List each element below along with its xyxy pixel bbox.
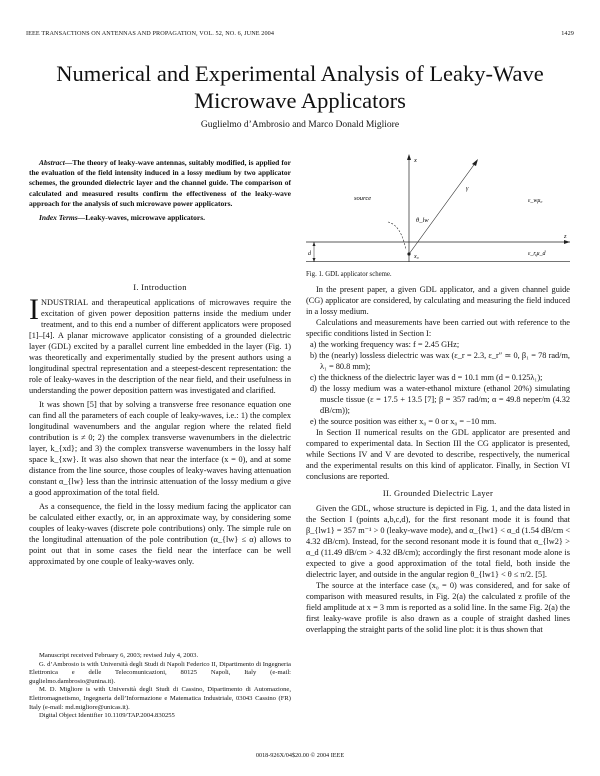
condition-item: a) the working frequency was: f = 2.45 GHz;: [310, 340, 460, 349]
eps-w-label: ε_wμ₀: [528, 198, 543, 204]
right-column: [306, 284, 570, 635]
running-header: [26, 30, 574, 37]
gdl-scheme-diagram: [306, 150, 570, 262]
source-pointer: [388, 222, 406, 250]
section-heading-gdl: II. Grounded Dielectric Layer: [382, 488, 494, 498]
intro-paragraph-1: [29, 293, 291, 396]
condition-item: e) the source position was either x₀ = 0 or x₀ = −10 mm.: [310, 417, 497, 426]
journal-header: IEEE TRANSACTIONS ON ANTENNAS AND PROPAGATION, VOL. 52, NO. 6, JUNE 2004: [26, 30, 275, 37]
leaky-ray: [409, 162, 476, 254]
condition-item: d) the lossy medium was a water-ethanol mixture (ethanol 20%) simulating muscle tissue (ε = 17.5 + 13.5 [7]; β = 357 rad/m; α = 49.8 neper/m (4.32 dB/cm));: [310, 384, 570, 415]
index-terms: [29, 213, 291, 223]
intro-paragraph-3: As a consequence, the field in the lossy medium facing the applicator can be calculated either exactly, or, in an approximate way, by considering some couples of leaky-waves (discrete pole contributions) only. The simple rule on the longitudinal attenuation of the pole contribution (α_{lw} ≤ α) allows to point out that in some cases the field near the interface can be well approximated by one couple of leaky-waves only.: [29, 502, 291, 566]
index-terms-text: Leaky-waves, microwave applicators.: [85, 213, 206, 223]
theta-label: θ_lw: [416, 217, 429, 224]
footnote-author2: M. D. Migliore is with Università degli Studi di Cassino, Dipartimento di Automazione, Elettromagnetismo, Ingegneria dell’Informazione e Matematica Industriale, 03043 Cassino (FR) Italy (e-mail: md.migliore@unicas.it).: [29, 686, 291, 711]
right-paragraph-4: Given the GDL, whose structure is depicted in Fig. 1, and the data listed in the Section I (points a,b,c,d), for the first resonant mode it is found that β_{lw1} = 357 m⁻¹ > 0 (leaky-wave mode), and α_{lw1} < α_d (1.54 dB/cm < 4.32 dB/cm). Instead, for the second resonant mode it is found that α_{lw2} > α_d (11.49 dB/cm > 4.32 dB/cm); accordingly the first resonant mode alone is expected to give a good approximation of the total field, both inside the dielectric layer, and outside in the angular region θ_{lw1} < θ ≤ π/2. [5].: [306, 504, 570, 579]
line-source-dot: [407, 252, 410, 255]
author-line: Guglielmo d’Ambrosio and Marco Donald Migliore: [200, 120, 400, 130]
condition-item: b) the (nearly) lossless dielectric was wax (ε_r = 2.3, ε_r″ ≃ 0, β₁ = 78 rad/m, λ₁ = 80.8 mm);: [310, 351, 570, 371]
right-paragraph-3: In Section II numerical results on the GDL applicator are presented and compared to experimental data. In Section III the CG applicator is presented, while Sections IV and V are devoted to describe, respectively, the numerical and the experimental results on this kind of applicator. Finally, in Section VI conclusions are reported.: [306, 428, 570, 481]
footnote-received: Manuscript received February 6, 2003; revised July 4, 2003.: [39, 652, 199, 659]
x-label: x: [414, 157, 417, 164]
right-paragraph-1: In the present paper, a given GDL applicator, and a given channel guide (CG) applicator are considered, by calculating and measuring the field induced in a lossy medium.: [306, 285, 570, 316]
z-axis-arrow: [564, 240, 570, 244]
intro-paragraph-2: It was shown [5] that by solving a transverse free resonance equation one can find all the parameters of each couple of leaky-waves, i.e.: 1) the complex longitudinal wavenumbers and the angular region where the related field contribution is ≠ 0; 2) the complex transverse wavenumbers in the dielectric layer, k_{xd}; and 3) the complex transverse wavenumbers in the lossy half space k_{xw}. It was also shown that near the interface (x = 0), and at some distance from the line source, those couples of leaky-waves having attenuation constant α_{lw} less than the intrinsic attenuation of the lossy medium α give a good approximation of the total field.: [29, 400, 291, 497]
x-axis-arrow: [407, 154, 411, 160]
d-label: d: [308, 251, 311, 257]
intro-p1-text: NDUSTRIAL and therapeutical applications of microwaves require the excitation of given power deposition patterns inside the medium under treatment, and to this end a number of different applicators were proposed [1]–[4]. A planar microwave applicator consisting of a grounded dielectric layer (GDL) excited by a parallel current line embedded in the layer (Fig. 1) was theoretically and experimentally studied by the present authors using a longitudinal spectral representation and a steepest-descent representation: the role of leaky-waves in the description of the near field, and their usefulness in understanding the power deposition pattern was investigated and clarified.: [29, 298, 291, 395]
right-paragraph-5: The source at the interface case (x₀ = 0) was considered, and for sake of comparison with measured results, in Fig. 2(a) the calculated z profile of the field amplitude at x = 3 mm is reported as a solid line. In the same Fig. 2(a) the first leaky-wave profile is also drawn as a couple of straight dashed lines overlapping the straight parts of the solid line plot: it is thus shown that: [306, 581, 570, 634]
section-heading-intro: I. Introduction: [133, 282, 187, 292]
x0-label: x₀: [414, 254, 419, 260]
paper-title: Numerical and Experimental Analysis of Leaky-Wave Microwave Applicators: [56, 61, 544, 113]
index-terms-label: Index Terms—: [39, 213, 86, 223]
copyright-footer: 0018-926X/04$20.00 © 2004 IEEE: [255, 752, 345, 759]
figure-1: [306, 150, 570, 278]
z-label: z: [564, 233, 567, 240]
abstract-label: Abstract—: [39, 158, 73, 167]
condition-item: c) the thickness of the dielectric layer was d = 10.1 mm (d = 0.125λ₁);: [310, 373, 543, 382]
abstract-text: The theory of leaky-wave antennas, suitably modified, is applied for the evaluation of the field intensity induced in a lossy medium by two applicator schemes, the grounded dielectric layer and the channel guide. The comparison of calculated and measured results confirm the effectiveness of the leaky-wave approach for the analysis of such microwave power applicators.: [29, 158, 291, 208]
drop-cap: I: [29, 293, 39, 326]
gamma-label: γ: [466, 186, 469, 192]
footnote-author1: G. d’Ambrosio is with Università degli Studi di Napoli Federico II, Dipartimento di Ingegneria Elettronica e delle Telecomunicazioni, 80125 Napoli, Italy (e-mail: guglielmo.dambrosio@unina.it).: [29, 660, 291, 685]
figure-caption: Fig. 1. GDL applicator scheme.: [306, 271, 392, 278]
source-label: source: [354, 195, 372, 202]
abstract: [29, 158, 291, 209]
footnote-doi: Digital Object Identifier 10.1109/TAP.2004.830255: [39, 712, 175, 720]
abstract-block: [29, 158, 291, 223]
eps-d-label: ε_r,μ_d: [528, 251, 546, 257]
conditions-list: [306, 339, 570, 427]
page-number: 1429: [561, 30, 574, 37]
footnotes: [29, 652, 291, 721]
ray-arrow: [472, 159, 478, 166]
right-paragraph-2: Calculations and measurements have been carried out with reference to the specific conditions listed in Section I:: [306, 318, 570, 338]
introduction: [29, 282, 291, 567]
